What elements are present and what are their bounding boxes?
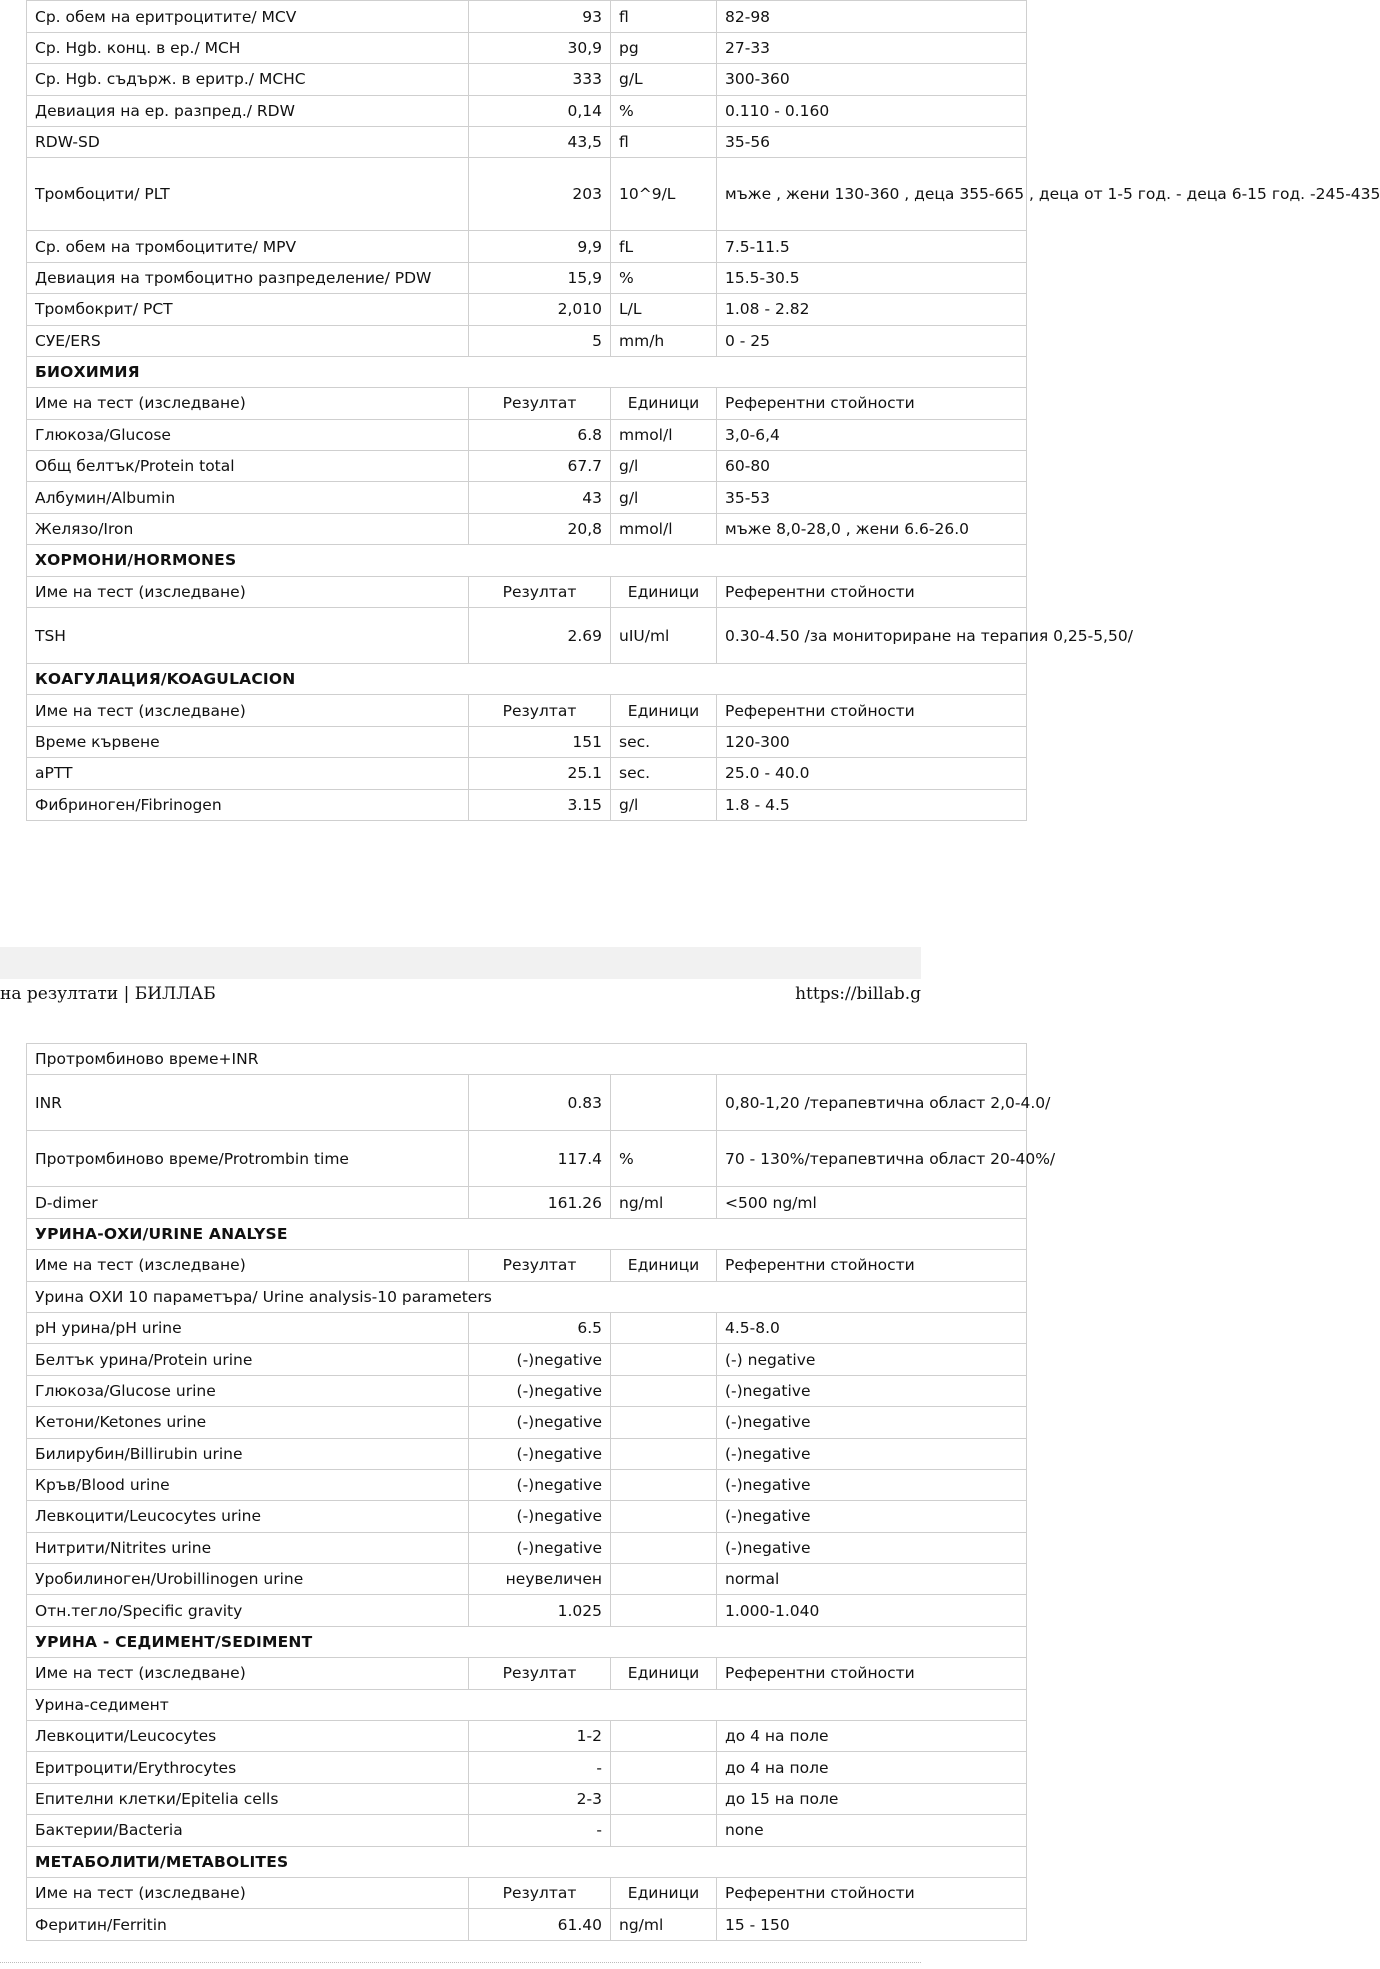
- test-reference: (-)negative: [717, 1501, 1027, 1532]
- result-row: [27, 1438, 1027, 1469]
- test-unit: [611, 1075, 717, 1131]
- test-unit: [611, 1312, 717, 1343]
- test-name: RDW-SD: [27, 126, 469, 157]
- test-result: 333: [469, 64, 611, 95]
- header-units: Единици: [611, 576, 717, 607]
- test-unit: sec.: [611, 726, 717, 757]
- test-reference: 120-300: [717, 726, 1027, 757]
- result-row: [27, 1595, 1027, 1626]
- test-name: Левкоцити/Leucocytes urine: [27, 1501, 469, 1532]
- column-header-row: [27, 388, 1027, 419]
- test-name: Бактерии/Bacteria: [27, 1815, 469, 1846]
- test-unit: [611, 1595, 717, 1626]
- test-result: 1-2: [469, 1721, 611, 1752]
- subgroup-label: Урина ОХИ 10 параметъра/ Urine analysis-10 parameters: [27, 1281, 1027, 1312]
- result-row: [27, 758, 1027, 789]
- test-reference: <500 ng/ml: [717, 1187, 1027, 1218]
- test-reference: 15 - 150: [717, 1909, 1027, 1940]
- test-name: Глюкоза/Glucose: [27, 419, 469, 450]
- result-row: [27, 513, 1027, 544]
- header-reference: Референтни стойности: [717, 388, 1027, 419]
- test-reference: 1.000-1.040: [717, 1595, 1027, 1626]
- test-reference: none: [717, 1815, 1027, 1846]
- test-result: 25.1: [469, 758, 611, 789]
- result-row: [27, 1909, 1027, 1940]
- test-unit: [611, 1815, 717, 1846]
- test-reference: 0 - 25: [717, 325, 1027, 356]
- header-units: Единици: [611, 1658, 717, 1689]
- header-test-name: Име на тест (изследване): [27, 1658, 469, 1689]
- section-heading-row: [27, 356, 1027, 387]
- result-row: [27, 294, 1027, 325]
- test-reference: (-)negative: [717, 1532, 1027, 1563]
- result-row: [27, 95, 1027, 126]
- test-reference: 82-98: [717, 1, 1027, 32]
- test-name: Кръв/Blood urine: [27, 1469, 469, 1500]
- result-row: [27, 1469, 1027, 1500]
- result-row: [27, 1, 1027, 32]
- print-header-title: на резултати | БИЛЛАБ: [0, 984, 216, 1004]
- test-result: 151: [469, 726, 611, 757]
- test-name: Феритин/Ferritin: [27, 1909, 469, 1940]
- header-result: Резултат: [469, 1658, 611, 1689]
- test-name: Девиация на ер. разпред./ RDW: [27, 95, 469, 126]
- test-unit: g/l: [611, 789, 717, 820]
- header-result: Резултат: [469, 695, 611, 726]
- result-row: [27, 1501, 1027, 1532]
- page-separator: [0, 947, 921, 979]
- test-unit: ng/ml: [611, 1909, 717, 1940]
- test-unit: [611, 1438, 717, 1469]
- result-row: [27, 325, 1027, 356]
- section-heading: БИОХИМИЯ: [27, 356, 1027, 387]
- result-row: [27, 1187, 1027, 1218]
- result-row: [27, 1752, 1027, 1783]
- test-result: (-)negative: [469, 1469, 611, 1500]
- test-reference: до 4 на поле: [717, 1752, 1027, 1783]
- results-page-2: [0, 1040, 1056, 1952]
- header-units: Единици: [611, 388, 717, 419]
- header-reference: Референтни стойности: [717, 1658, 1027, 1689]
- test-result: 61.40: [469, 1909, 611, 1940]
- test-reference: 70 - 130%/терапевтична област 20-40%/: [717, 1131, 1027, 1187]
- test-result: 43: [469, 482, 611, 513]
- result-row: [27, 1783, 1027, 1814]
- results-page-1: [0, 0, 1380, 822]
- test-reference: 300-360: [717, 64, 1027, 95]
- section-heading-row: [27, 545, 1027, 576]
- test-unit: mmol/l: [611, 513, 717, 544]
- test-unit: uIU/ml: [611, 608, 717, 664]
- test-unit: [611, 1407, 717, 1438]
- test-result: (-)negative: [469, 1532, 611, 1563]
- section-heading: УРИНА-ОХИ/URINE ANALYSE: [27, 1218, 1027, 1249]
- footer-divider: [0, 1962, 921, 1963]
- test-name: Фибриноген/Fibrinogen: [27, 789, 469, 820]
- result-row: [27, 1131, 1027, 1187]
- subgroup-label: Протромбиново време+INR: [27, 1044, 1027, 1075]
- test-reference: до 15 на поле: [717, 1783, 1027, 1814]
- test-unit: [611, 1344, 717, 1375]
- test-reference: (-)negative: [717, 1438, 1027, 1469]
- test-reference: 0.110 - 0.160: [717, 95, 1027, 126]
- test-result: 9,9: [469, 231, 611, 262]
- print-header-url: https://billab.g: [795, 984, 921, 1004]
- result-row: [27, 32, 1027, 63]
- test-name: INR: [27, 1075, 469, 1131]
- subgroup-row: [27, 1689, 1027, 1720]
- test-name: Епителни клетки/Epitelia cells: [27, 1783, 469, 1814]
- header-units: Единици: [611, 1250, 717, 1281]
- section-heading-row: [27, 664, 1027, 695]
- result-row: [27, 482, 1027, 513]
- test-reference: 35-53: [717, 482, 1027, 513]
- test-reference: 3,0-6,4: [717, 419, 1027, 450]
- test-unit: [611, 1501, 717, 1532]
- test-reference: (-)negative: [717, 1407, 1027, 1438]
- result-row: [27, 1721, 1027, 1752]
- test-name: Време кървене: [27, 726, 469, 757]
- result-row: [27, 126, 1027, 157]
- test-name: Нитрити/Nitrites urine: [27, 1532, 469, 1563]
- test-unit: [611, 1783, 717, 1814]
- test-reference: 60-80: [717, 451, 1027, 482]
- column-header-row: [27, 1877, 1027, 1908]
- results-table: [26, 0, 1380, 821]
- test-unit: g/l: [611, 482, 717, 513]
- test-reference: 0,80-1,20 /терапевтична област 2,0-4.0/: [717, 1075, 1027, 1131]
- test-result: (-)negative: [469, 1375, 611, 1406]
- test-unit: L/L: [611, 294, 717, 325]
- test-unit: [611, 1721, 717, 1752]
- test-reference: (-)negative: [717, 1375, 1027, 1406]
- test-reference: 1.08 - 2.82: [717, 294, 1027, 325]
- header-test-name: Име на тест (изследване): [27, 1877, 469, 1908]
- test-name: Еритроцити/Erythrocytes: [27, 1752, 469, 1783]
- test-unit: [611, 1469, 717, 1500]
- test-unit: fl: [611, 1, 717, 32]
- subgroup-row: [27, 1044, 1027, 1075]
- column-header-row: [27, 1658, 1027, 1689]
- result-row: [27, 1815, 1027, 1846]
- test-result: 0,14: [469, 95, 611, 126]
- test-reference: 7.5-11.5: [717, 231, 1027, 262]
- test-name: Отн.тегло/Specific gravity: [27, 1595, 469, 1626]
- test-reference: (-)negative: [717, 1469, 1027, 1500]
- header-test-name: Име на тест (изследване): [27, 576, 469, 607]
- test-reference: 0.30-4.50 /за мониториране на терапия 0,25-5,50/: [717, 608, 1027, 664]
- test-unit: [611, 1375, 717, 1406]
- test-name: TSH: [27, 608, 469, 664]
- header-result: Резултат: [469, 1250, 611, 1281]
- section-heading: МЕТАБОЛИТИ/METABOLITES: [27, 1846, 1027, 1877]
- result-row: [27, 419, 1027, 450]
- test-reference: 4.5-8.0: [717, 1312, 1027, 1343]
- test-result: 6.5: [469, 1312, 611, 1343]
- test-unit: pg: [611, 32, 717, 63]
- test-result: 117.4: [469, 1131, 611, 1187]
- test-name: СУЕ/ERS: [27, 325, 469, 356]
- test-name: Тромбокрит/ PCT: [27, 294, 469, 325]
- subgroup-row: [27, 1281, 1027, 1312]
- header-result: Резултат: [469, 1877, 611, 1908]
- header-result: Резултат: [469, 388, 611, 419]
- test-result: 20,8: [469, 513, 611, 544]
- test-unit: [611, 1532, 717, 1563]
- section-heading-row: [27, 1626, 1027, 1657]
- header-units: Единици: [611, 695, 717, 726]
- test-result: 2,010: [469, 294, 611, 325]
- section-heading: ХОРМОНИ/HORMONES: [27, 545, 1027, 576]
- test-unit: [611, 1752, 717, 1783]
- results-table: [26, 1043, 1056, 1941]
- test-reference: 35-56: [717, 126, 1027, 157]
- test-result: 43,5: [469, 126, 611, 157]
- section-heading-row: [27, 1846, 1027, 1877]
- test-name: D-dimer: [27, 1187, 469, 1218]
- test-name: Общ белтък/Protein total: [27, 451, 469, 482]
- result-row: [27, 262, 1027, 293]
- section-heading: КОАГУЛАЦИЯ/KOAGULACION: [27, 664, 1027, 695]
- header-test-name: Име на тест (изследване): [27, 1250, 469, 1281]
- test-result: 5: [469, 325, 611, 356]
- header-result: Резултат: [469, 576, 611, 607]
- test-result: 93: [469, 1, 611, 32]
- test-unit: mm/h: [611, 325, 717, 356]
- test-reference: (-) negative: [717, 1344, 1027, 1375]
- header-reference: Референтни стойности: [717, 1250, 1027, 1281]
- test-name: Протромбиново време/Protrombin time: [27, 1131, 469, 1187]
- test-name: Тромбоцити/ PLT: [27, 158, 469, 231]
- result-row: [27, 64, 1027, 95]
- test-name: Левкоцити/Leucocytes: [27, 1721, 469, 1752]
- test-name: Ср. обем на тромбоцитите/ MPV: [27, 231, 469, 262]
- page-gap: [0, 822, 921, 947]
- test-result: 2.69: [469, 608, 611, 664]
- column-header-row: [27, 576, 1027, 607]
- test-reference: normal: [717, 1564, 1027, 1595]
- test-unit: sec.: [611, 758, 717, 789]
- test-result: (-)negative: [469, 1438, 611, 1469]
- result-row: [27, 1075, 1027, 1131]
- result-row: [27, 231, 1027, 262]
- header-test-name: Име на тест (изследване): [27, 695, 469, 726]
- result-row: [27, 1344, 1027, 1375]
- test-result: (-)negative: [469, 1407, 611, 1438]
- test-unit: %: [611, 95, 717, 126]
- test-result: 15,9: [469, 262, 611, 293]
- column-header-row: [27, 1250, 1027, 1281]
- test-result: (-)negative: [469, 1501, 611, 1532]
- print-header: [0, 979, 921, 1015]
- result-row: [27, 608, 1027, 664]
- test-result: 3.15: [469, 789, 611, 820]
- subgroup-label: Урина-седимент: [27, 1689, 1027, 1720]
- test-reference: мъже 8,0-28,0 , жени 6.6-26.0: [717, 513, 1027, 544]
- header-reference: Референтни стойности: [717, 1877, 1027, 1908]
- result-row: [27, 158, 1027, 231]
- result-row: [27, 726, 1027, 757]
- test-unit: %: [611, 262, 717, 293]
- test-unit: mmol/l: [611, 419, 717, 450]
- result-row: [27, 1564, 1027, 1595]
- test-reference: 27-33: [717, 32, 1027, 63]
- test-unit: g/L: [611, 64, 717, 95]
- test-reference: 25.0 - 40.0: [717, 758, 1027, 789]
- test-result: (-)negative: [469, 1344, 611, 1375]
- test-name: Ср. Hgb. съдърж. в еритр./ MCHC: [27, 64, 469, 95]
- header-reference: Референтни стойности: [717, 695, 1027, 726]
- test-reference: 1.8 - 4.5: [717, 789, 1027, 820]
- test-reference: мъже , жени 130-360 , деца 355-665 , деца от 1-5 год. - деца 6-15 год. -245-435: [717, 158, 1027, 231]
- test-unit: %: [611, 1131, 717, 1187]
- result-row: [27, 1532, 1027, 1563]
- test-unit: 10^9/L: [611, 158, 717, 231]
- test-unit: [611, 1564, 717, 1595]
- test-result: 1.025: [469, 1595, 611, 1626]
- test-unit: fL: [611, 231, 717, 262]
- test-reference: до 4 на поле: [717, 1721, 1027, 1752]
- result-row: [27, 451, 1027, 482]
- test-name: Ср. обем на еритроцитите/ MCV: [27, 1, 469, 32]
- test-name: pH урина/pH urine: [27, 1312, 469, 1343]
- test-name: Девиация на тромбоцитно разпределение/ PDW: [27, 262, 469, 293]
- header-test-name: Име на тест (изследване): [27, 388, 469, 419]
- test-name: Кетони/Ketones urine: [27, 1407, 469, 1438]
- result-row: [27, 1312, 1027, 1343]
- test-name: aPTT: [27, 758, 469, 789]
- test-result: -: [469, 1752, 611, 1783]
- header-units: Единици: [611, 1877, 717, 1908]
- test-name: Ср. Hgb. конц. в ер./ MCH: [27, 32, 469, 63]
- test-name: Уробилиноген/Urobillinogen urine: [27, 1564, 469, 1595]
- test-result: 67.7: [469, 451, 611, 482]
- test-name: Билирубин/Billirubin urine: [27, 1438, 469, 1469]
- header-reference: Референтни стойности: [717, 576, 1027, 607]
- test-name: Албумин/Albumin: [27, 482, 469, 513]
- test-result: 203: [469, 158, 611, 231]
- test-unit: ng/ml: [611, 1187, 717, 1218]
- result-row: [27, 789, 1027, 820]
- result-row: [27, 1407, 1027, 1438]
- section-heading: УРИНА - СЕДИМЕНТ/SEDIMENT: [27, 1626, 1027, 1657]
- test-result: 6.8: [469, 419, 611, 450]
- test-result: 161.26: [469, 1187, 611, 1218]
- test-unit: g/l: [611, 451, 717, 482]
- test-result: 30,9: [469, 32, 611, 63]
- result-row: [27, 1375, 1027, 1406]
- test-result: -: [469, 1815, 611, 1846]
- test-result: 2-3: [469, 1783, 611, 1814]
- test-name: Белтък урина/Protein urine: [27, 1344, 469, 1375]
- column-header-row: [27, 695, 1027, 726]
- test-unit: fl: [611, 126, 717, 157]
- test-result: неувеличен: [469, 1564, 611, 1595]
- section-heading-row: [27, 1218, 1027, 1249]
- test-name: Желязо/Iron: [27, 513, 469, 544]
- test-reference: 15.5-30.5: [717, 262, 1027, 293]
- test-result: 0.83: [469, 1075, 611, 1131]
- test-name: Глюкоза/Glucose urine: [27, 1375, 469, 1406]
